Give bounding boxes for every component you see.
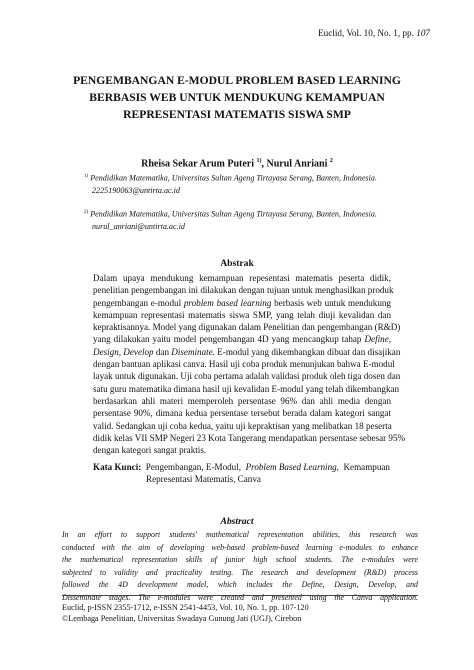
running-head [318,28,430,39]
running-head-page: 107 [416,28,430,38]
footer-divider [62,595,418,596]
abstrak-heading: Abstrak [220,258,254,269]
paper-title [60,72,414,123]
footer-issn: Euclid, p-ISSN 2355-1712, e-ISSN 2541-4453, Vol. 10, No. 1, pp. 107-120 [62,603,309,612]
affiliation-institution: Pendidikan Matematika, Universitas Sultan Ageng Tirtayasa Serang, Banten, Indonesia. [90,209,377,219]
abstrak-italic-term: Diseminate. [171,346,215,357]
abstrak-line: persentase 90%, dimana kedua persentase tersebut berada dalam kategori sangat [93,408,391,419]
keywords-label: Kata Kunci: [93,462,142,472]
author-mark: 1) [256,158,262,164]
abstrak-italic-term: Define, [364,334,391,345]
abstract-line: In an effort to support students' mathematical representation abilities, this research was [62,530,418,539]
abstract-heading: Abstract [220,516,254,527]
abstrak-line: kemampuan representasi matematis siswa SMP, yang telah diuji kevalidan dan [93,309,391,320]
abstrak-line: pengembangan e-modul problem based learning berbasis web untuk mendukung [93,297,391,308]
abstract-line: the mathematical representation skills of junior high school students. The e-modules were [62,555,418,565]
affiliation [84,171,444,198]
abstract-line: conducted with the aim of developing web-based problem-based learning e-modules to enhance [62,542,418,552]
affiliation-mark: 1) [84,174,89,179]
abstrak-line: dengan kategori sangat praktis. [93,445,207,456]
author-separator: , [261,158,264,170]
title-line: PENGEMBANGAN E-MODUL PROBLEM BASED LEARNING [73,74,401,87]
keywords-text: Pengembangan, E-Modul, [145,462,242,472]
footer-publisher: ©Lembaga Penelitian, Universitas Swadaya Gunung Jati (UGJ), Cirebon [62,613,302,623]
title-line: BERBASIS WEB UNTUK MENDUKUNG KEMAMPUAN [89,91,385,104]
abstrak-line: valid. Sedangkan uji coba kedua, yaitu uji kepraktisan yang melibatkan 18 peserta [93,420,392,431]
abstrak-line: Design, Develop dan Diseminate. E-modul yang dikembangkan dibuat dan disajikan [93,346,401,357]
abstrak-line: yang dilakukan yaitu model pengembangan 4D yang mencangkup tahap Define, [93,334,391,345]
abstrak-line: Dalam upaya mendukung kemampuan repesentasi matematis peserta didik, [93,273,391,283]
keywords [93,461,391,486]
abstract-body [62,529,418,605]
affiliation-institution: Pendidikan Matematika, Universitas Sultan Ageng Tirtayasa Serang, Banten, Indonesia. [90,173,377,183]
affiliation [84,207,444,234]
abstrak-italic-term: problem based learning [183,297,272,308]
keywords-text: Representasi Matematis, Canva [146,474,261,485]
abstract-line: followed the 4D development model, which includes the Define, Design, Develop, and [62,580,418,590]
affiliation-email: 2225190063@untirta.ac.id [92,186,180,196]
abstract-line: subjected to validity and practicality testing. The research and development (R&D) process [62,567,418,577]
keywords-text: Problem Based Learning, [245,462,339,472]
abstrak-line: berdasarkan ahli materi memperoleh persentase 96% dan ahli media dengan [93,395,391,406]
abstrak-line: kepraktisannya. Model yang digunakan dalam Penelitian dan pengembangan (R&D) [93,322,401,333]
abstract-line: Disseminate stages. The e-modules were created and presented using the Canva application. [62,592,418,602]
abstrak-line: dengan bantuan aplikasi canva. Hasil uji coba produk menunjukan bahwa E-modul [93,359,395,370]
affiliation-email: nurul_anriani@untirta.ac.id [92,222,185,232]
abstrak-line: penelitian pengembangan ini dilakukan dengan tujuan untuk menghasilkan produk [93,285,394,296]
author-mark: 2 [329,158,333,164]
abstrak-line: didik kelas VII SMP Negeri 23 Kota Tangerang mendapatkan persentase sebesar 95% [93,432,406,443]
abstrak-italic-term: Design, Develop [93,346,154,357]
running-head-journal: Euclid, Vol. 10, No. 1, pp. [318,28,414,38]
page-footer [62,603,418,625]
abstrak-body [93,272,406,456]
author-name: Nurul Anriani [266,158,328,170]
abstrak-line: satu guru matematika dimana hasil uji kevalidan E-modul yang telah dikembangkan [93,383,400,394]
author-list [0,155,474,170]
title-line: REPRESENTASI MATEMATIS SISWA SMP [123,108,351,121]
author-name: Rheisa Sekar Arum Puteri [141,158,254,170]
keywords-text: Kemampuan [343,462,390,472]
affiliation-mark: 2) [84,210,89,215]
abstrak-line: layak untuk digunakan. Uji coba pertama adalah validasi produk oleh tiga dosen dan [93,371,401,382]
